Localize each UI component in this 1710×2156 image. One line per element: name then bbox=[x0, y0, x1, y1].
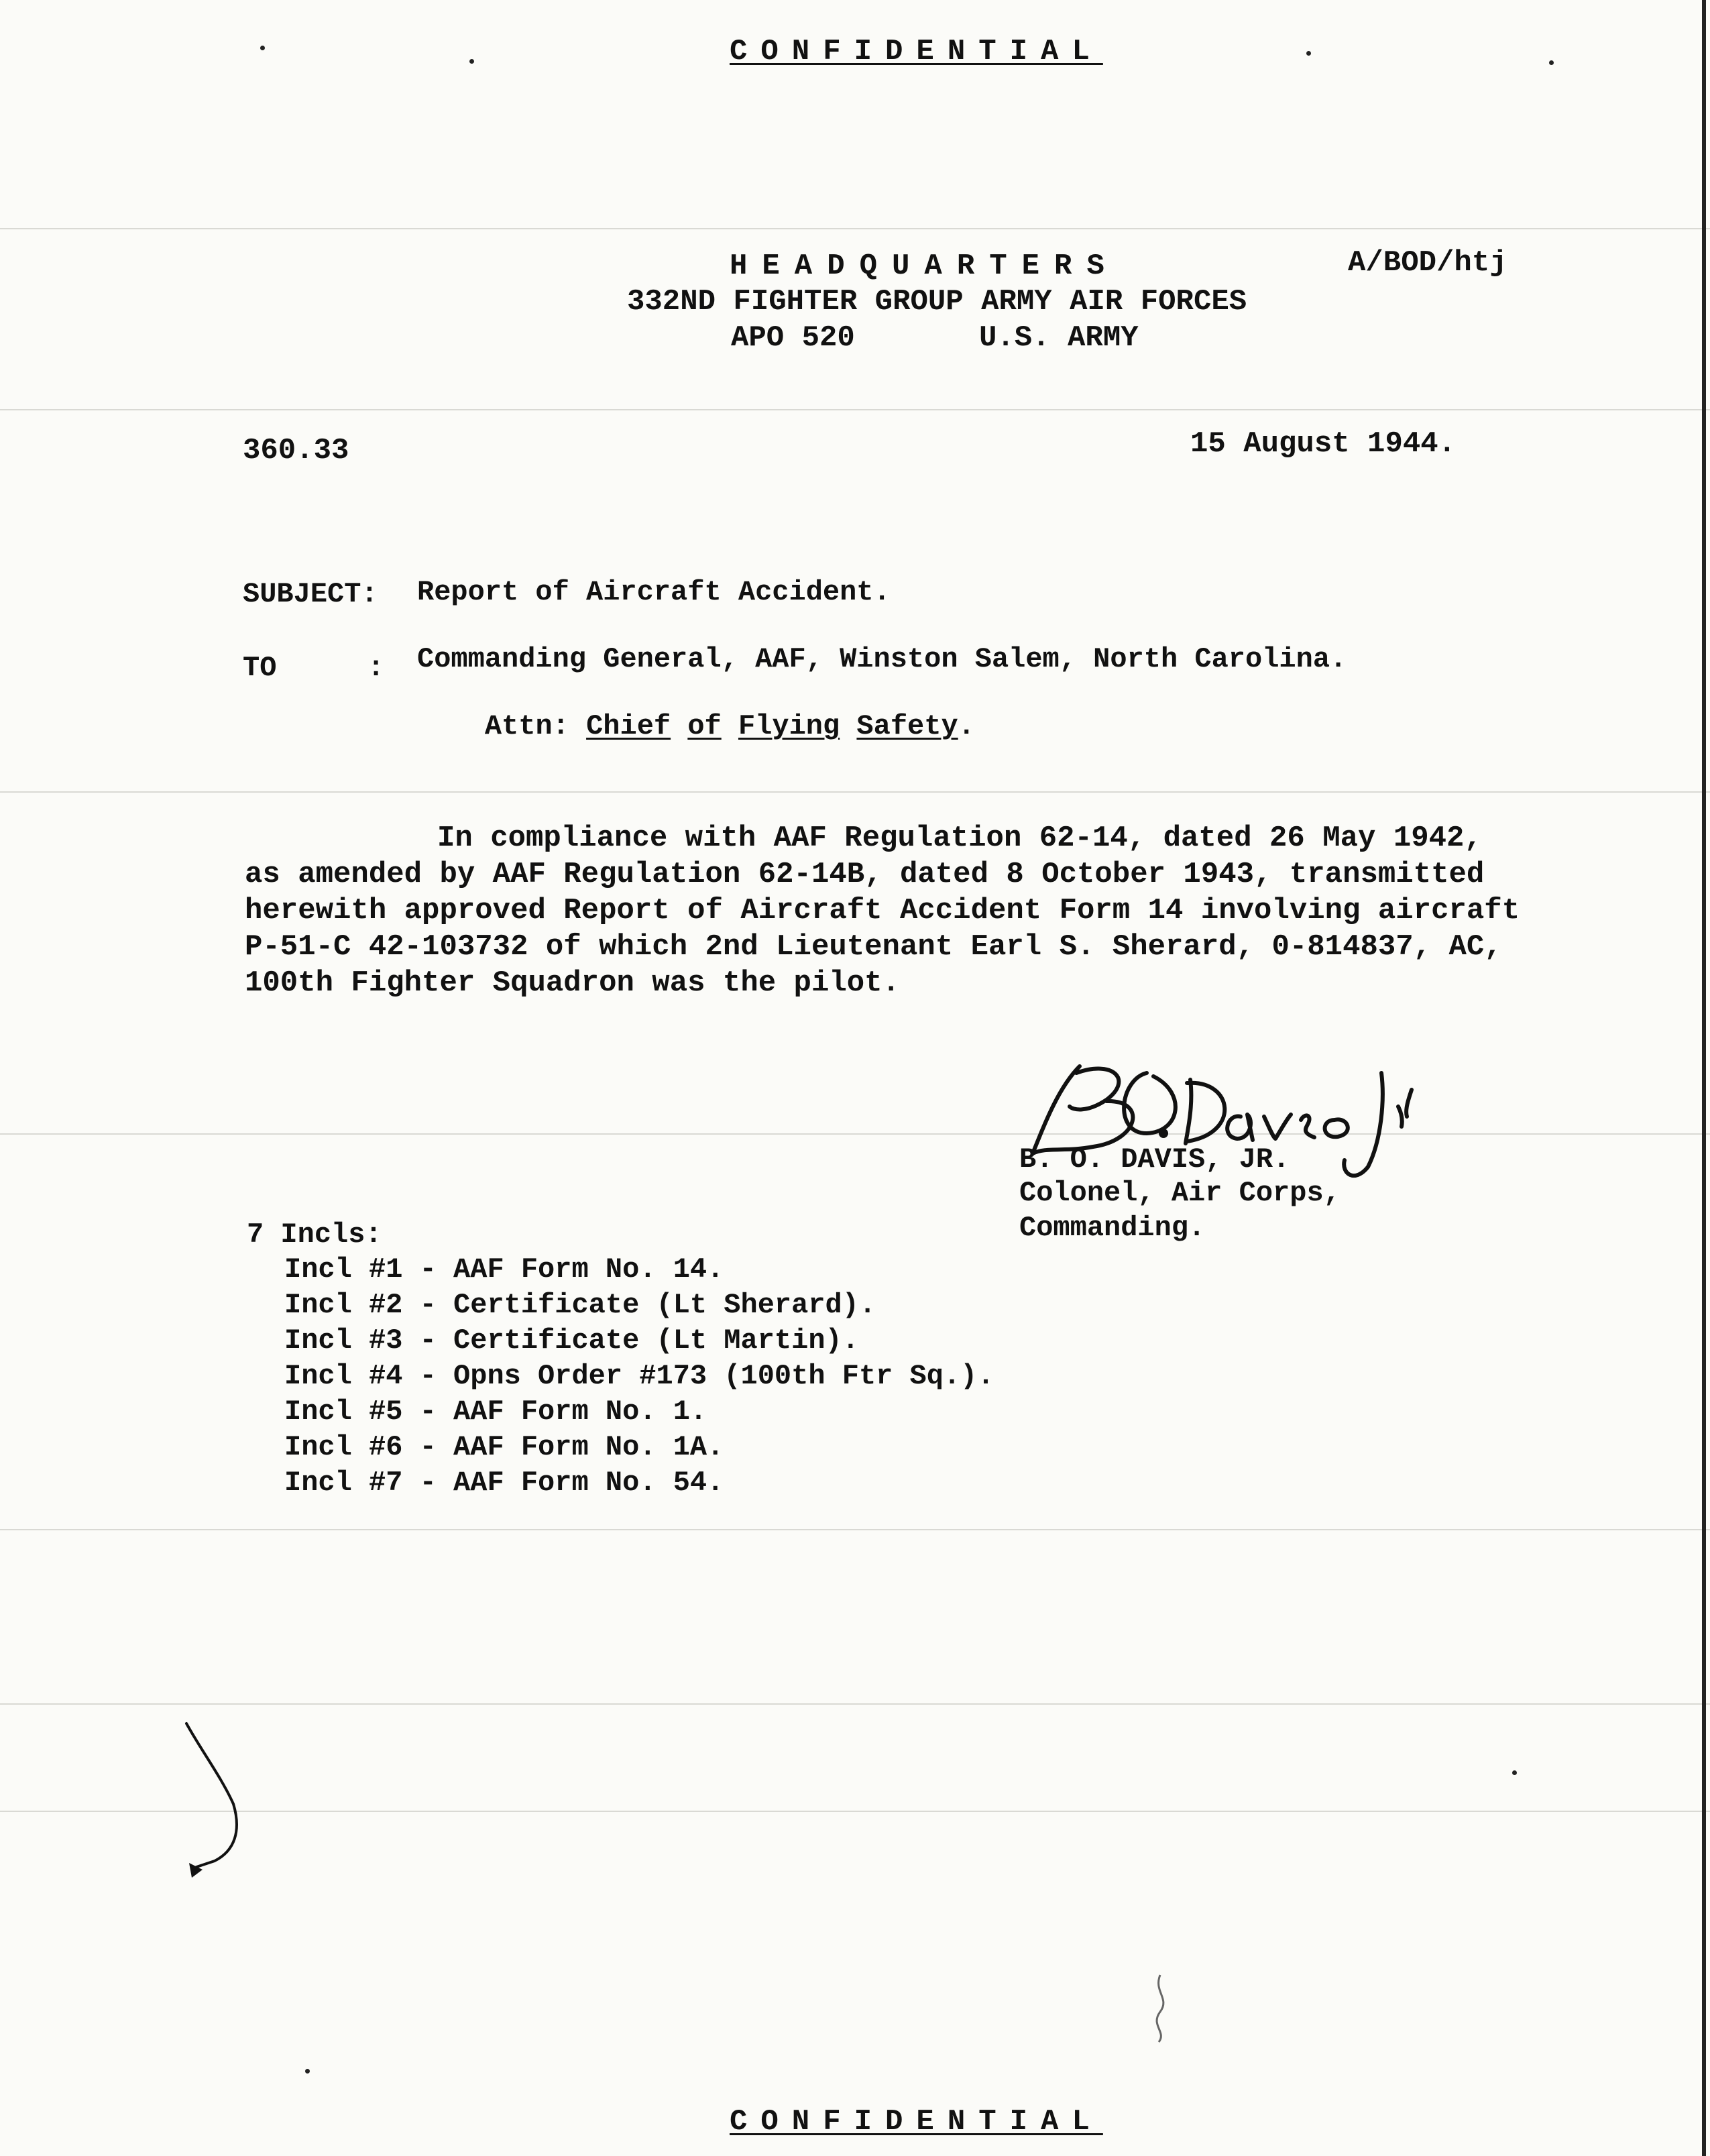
margin-pen-mark bbox=[174, 1717, 255, 1884]
inclosures-header: 7 Incls: bbox=[247, 1218, 382, 1251]
scan-rule bbox=[0, 1703, 1710, 1705]
body-line: herewith approved Report of Aircraft Accident Form 14 involving aircraft bbox=[245, 894, 1520, 927]
letterhead-unit: 332ND FIGHTER GROUP ARMY AIR FORCES bbox=[627, 285, 1247, 319]
signer-role: Commanding. bbox=[1019, 1212, 1206, 1244]
classification-bottom: CONFIDENTIAL bbox=[730, 2105, 1103, 2139]
body-line: 100th Fighter Squadron was the pilot. bbox=[245, 966, 900, 1000]
scan-squiggle bbox=[1140, 1972, 1180, 2045]
classification-top: CONFIDENTIAL bbox=[730, 35, 1103, 68]
to-label: TO bbox=[243, 652, 277, 684]
scan-rule bbox=[0, 1133, 1710, 1135]
scan-rule bbox=[0, 1811, 1710, 1812]
inclosure-item: Incl #4 - Opns Order #173 (100th Ftr Sq.). bbox=[284, 1360, 994, 1392]
scan-rule bbox=[0, 228, 1710, 229]
inclosure-item: Incl #7 - AAF Form No. 54. bbox=[284, 1467, 724, 1499]
body-line: In compliance with AAF Regulation 62-14, dated 26 May 1942, bbox=[437, 821, 1482, 855]
page-edge bbox=[1702, 0, 1706, 2156]
attn-end: . bbox=[958, 710, 975, 742]
body-line: as amended by AAF Regulation 62-14B, dated 8 October 1943, transmitted bbox=[245, 858, 1485, 891]
scan-speck bbox=[305, 2069, 310, 2074]
inclosure-item: Incl #2 - Certificate (Lt Sherard). bbox=[284, 1289, 876, 1321]
subject-label: SUBJECT: bbox=[243, 578, 378, 610]
to-addressee: Commanding General, AAF, Winston Salem, North Carolina. bbox=[417, 643, 1347, 675]
scan-rule bbox=[0, 791, 1710, 793]
scan-rule bbox=[0, 1529, 1710, 1530]
inclosure-item: Incl #3 - Certificate (Lt Martin). bbox=[284, 1324, 859, 1357]
letterhead-army: U.S. ARMY bbox=[979, 321, 1139, 355]
letterhead-title: HEADQUARTERS bbox=[730, 249, 1119, 283]
signer-rank: Colonel, Air Corps, bbox=[1019, 1177, 1341, 1209]
letterhead-apo: APO 520 bbox=[731, 321, 855, 355]
scan-speck bbox=[1512, 1770, 1517, 1775]
attn-word: Chief bbox=[586, 710, 671, 742]
letter-date: 15 August 1944. bbox=[1190, 427, 1457, 461]
signer-name: B. O. DAVIS, JR. bbox=[1019, 1143, 1290, 1176]
attn-word: of bbox=[687, 710, 722, 742]
attn-label: Attn: bbox=[484, 710, 569, 742]
scan-rule bbox=[0, 409, 1710, 410]
body-line: P-51-C 42-103732 of which 2nd Lieutenant Earl S. Sherard, 0-814837, AC, bbox=[245, 930, 1502, 964]
reference-initials: A/BOD/htj bbox=[1348, 246, 1507, 280]
inclosure-item: Incl #6 - AAF Form No. 1A. bbox=[284, 1431, 724, 1463]
scan-speck bbox=[1549, 60, 1554, 65]
attn-line bbox=[417, 684, 975, 769]
subject-text: Report of Aircraft Accident. bbox=[417, 576, 891, 608]
inclosure-item: Incl #5 - AAF Form No. 1. bbox=[284, 1396, 707, 1428]
inclosure-item: Incl #1 - AAF Form No. 14. bbox=[284, 1253, 724, 1286]
scan-speck bbox=[1306, 51, 1311, 56]
attn-word: Safety bbox=[856, 710, 958, 742]
file-number: 360.33 bbox=[243, 434, 349, 467]
scan-speck bbox=[260, 46, 265, 50]
to-colon: : bbox=[367, 652, 385, 684]
scan-speck bbox=[469, 59, 474, 64]
attn-word: Flying bbox=[738, 710, 840, 742]
